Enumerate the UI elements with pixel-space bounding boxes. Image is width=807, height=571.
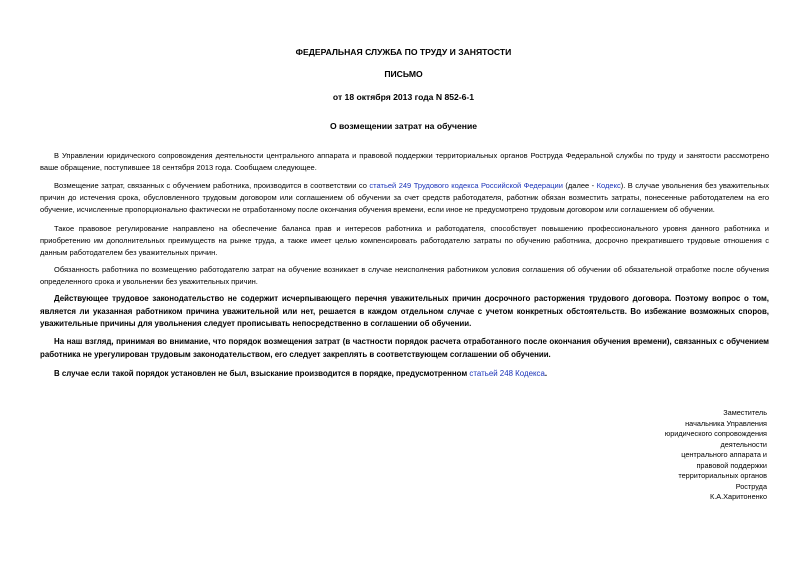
signature-line: территориальных органов <box>678 471 767 480</box>
signature-line: Роструда <box>735 481 767 491</box>
article-249-link[interactable]: статьей 249 Трудового кодекса Российской Федерации <box>369 181 563 190</box>
signature-line: центрального аппарата и <box>681 450 767 459</box>
signature-line: деятельности <box>720 439 767 449</box>
paragraph-3: Такое правовое регулирование направлено на обеспечение баланса прав и интересов работника и работодателя, способствует повышению профессионального уровня данного работника и приобретению им дополнительных преимуществ на рынке труда, а также имеет целью компенсировать работодателю затраты по обучению работника, досрочно прекратившего трудовые отношения с данным работодателем без уважительных причин. <box>40 224 769 258</box>
paragraph-2-text-start: Возмещение затрат, связанных с обучением работника, производится в соответствии со <box>54 181 370 190</box>
signature-line: юридического сопровождения <box>664 429 767 438</box>
paragraph-2 <box>40 180 769 217</box>
paragraph-7 <box>40 368 769 381</box>
paragraph-7-text-end: . <box>544 369 548 378</box>
signature-line: начальника Управления <box>685 418 767 428</box>
date-number-heading: от 18 октября 2013 года N 852-6-1 <box>332 92 475 102</box>
subject-heading: О возмещении затрат на обучение <box>329 121 478 131</box>
signature-block <box>647 408 767 503</box>
signature-line: правовой поддержки <box>696 460 767 470</box>
document-type-heading: ПИСЬМО <box>384 69 423 79</box>
code-link[interactable]: Кодекс <box>596 181 621 190</box>
agency-heading: ФЕДЕРАЛЬНАЯ СЛУЖБА ПО ТРУДУ И ЗАНЯТОСТИ <box>295 47 512 57</box>
signature-line: Заместитель <box>723 408 767 417</box>
paragraph-6: На наш взгляд, принимая во внимание, что порядок возмещения затрат (в частности порядок расчета отработанного после окончания обучения времени), связанных с обучением работника не урегулирован трудовым законодательством, его следует закреплять в соответствующем соглашении об обучении. <box>40 337 769 359</box>
signatory-name: К.А.Харитоненко <box>710 492 767 501</box>
paragraph-4: Обязанность работника по возмещению работодателю затрат на обучение возникает в случае неисполнения работником условия соглашения об обучении об обязательной отработке после обучения определенного срока и увольнении без уважительных причин. <box>40 265 769 287</box>
paragraph-2-text-mid: (далее - <box>562 181 597 190</box>
paragraph-5: Действующее трудовое законодательство не содержит исчерпывающего перечня уважительных причин досрочного расторжения трудового договора. Поэтому вопрос о том, является ли указанная работником причина уважительной или нет, решается в каждом отдельном случае с учетом конкретных обстоятельств. Во избежание возможных споров, уважительные причины для увольнения следует прописывать непосредственно в соглашении об обучении. <box>40 294 769 329</box>
paragraph-7-text-start: В случае если такой порядок установлен не был, взыскание производится в порядке, предусмотренном <box>54 369 470 378</box>
paragraph-2-text-end: ). В случае увольнения без уважительных причин до истечения срока, обусловленного трудовым договором или соглашением об обучении за счет средств работодателя, работник обязан возместить затраты, понесенные работодателем на его обучение, исчисленные пропорционально фактически не отработанному после окончания обучения времени, если иное не предусмотрено трудовым договором или соглашением об обучении. <box>40 181 769 215</box>
paragraph-1: В Управлении юридического сопровождения деятельности центрального аппарата и правовой поддержки территориальных органов Роструда Федеральной службы по труду и занятости рассмотрено ваше обращение, поступившее 18 сентября 2013 года. Сообщаем следующее. <box>40 151 769 173</box>
article-248-link[interactable]: статьей 248 Кодекса <box>469 369 545 378</box>
